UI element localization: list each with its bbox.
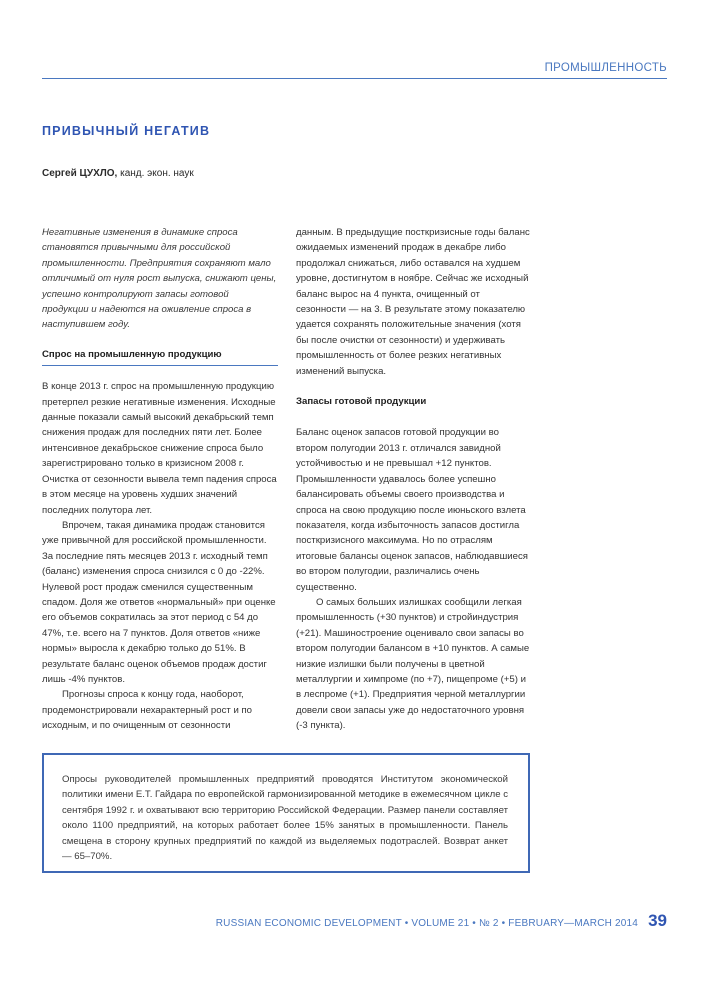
lead-paragraph: Негативные изменения в динамике спроса становятся привычными для российской промышленности. Предприятия сохраняют мало отличимый от нуля рост выпуска, снижают цены, успешно контролируют запасы готовой продукции и надеются на оживление спроса в наступившем году. (42, 227, 277, 331)
body-paragraph: Впрочем, такая динамика продаж становится уже привычной для российской промышленности. За последние пять месяцев 2013 г. исходный темп (баланс) изменения спроса снизился с 0 до -22%. Нулевой рост продаж сменился существенным спадом. Доля же ответов «нормальный» при оценке его объемов сократилась за этот период с 54 до 47%, т.е. всего на 7 пунктов. Доля ответов «ниже нормы» выросла к декабрю только до 51%. В результате баланс оценок объемов продаж достиг лишь -4% пунктов. (42, 519, 276, 685)
body-paragraph: В конце 2013 г. спрос на промышленную продукцию претерпел резкие негативные изменения. Исходные данные показали самый высокий декабрьский темп снижения продаж для последних пяти лет. Более интенсивное декабрьское снижение спроса было зарегистрировано только в кризисном 2008 г. Очистка от сезонности вывела темп падения спроса в этом месяце на уровень худших значений последних полутора лет. (42, 381, 277, 516)
section-label: ПРОМЫШЛЕННОСТЬ (544, 62, 667, 74)
body-paragraph: Прогнозы спроса к концу года, наоборот, продемонстрировали нехарактерный рост и по исходным, и по очищенным от сезонности (42, 689, 253, 732)
author-name: Сергей ЦУХЛО, (42, 168, 118, 179)
page-number: 39 (648, 911, 667, 930)
header-divider (42, 78, 667, 79)
byline (42, 168, 194, 179)
body-paragraph: О самых больших излишках сообщили легкая промышленность (+30 пунктов) и стройиндустрия (+21). Машиностроение оценивало свои запасы во втором полугодии балансом в +10 пунктов. А самые низкие излишки были получены в цветной металлургии и химпроме (по +7), пищепроме (+5) и в леспроме (+1). Предприятия черной металлургии довели свои запасы уже до недостаточного уровня (-3 пункта). (296, 596, 530, 732)
methodology-note-box (42, 753, 530, 873)
left-column (42, 225, 278, 734)
methodology-note-text: Опросы руководителей промышленных предприятий проводятся Институтом экономической политики имени Е.Т. Гайдара по европейской гармонизированной методике в ежемесячном цикле с сентября 1992 г. и охватывают всю территорию Российской Федерации. Размер панели составляет около 1100 предприятий, на которых работает более 15% занятых в промышленности. Панель смещена в сторону крупных предприятий по каждой из выделяемых подотраслей. Возврат анкет — 65–70%. (62, 774, 508, 863)
article-title: ПРИВЫЧНЫЙ НЕГАТИВ (42, 124, 211, 138)
section-heading-inventory: Запасы готовой продукции (296, 396, 427, 408)
journal-info: RUSSIAN ECONOMIC DEVELOPMENT • VOLUME 21 • № 2 • FEBRUARY—MARCH 2014 (215, 918, 639, 929)
right-column (296, 225, 532, 734)
body-paragraph: Баланс оценок запасов готовой продукции во втором полугодии 2013 г. отличался завидной устойчивостью и не превышал +12 пунктов. Промышленности удавалось более успешно балансировать объемы своего производства и спроса на свою продукцию после июньского взлета показателя, когда избыточность запасов достигла посткризисного максимума. Но по отраслям итоговые балансы оценок запасов, наблюдавшиеся во втором полугодии, различались очень существенно. (296, 427, 528, 593)
page-footer (216, 911, 667, 931)
author-degree: канд. экон. наук (120, 168, 194, 179)
body-paragraph: данным. В предыдущие посткризисные годы баланс ожидаемых изменений продаж в декабре либо продолжал снижаться, либо оставался на худшем уровне, достигнутом в ноябре. Сейчас же исходный баланс вырос на 4 пункта, очищенный от сезонности — на 3. В результате этому показателю удается сохранять положительные значения (хотя бы после очистки от сезонности) и удерживать промышленность от более резких негативных изменений выпуска. (296, 227, 530, 377)
section-heading-demand: Спрос на промышленную продукцию (42, 347, 278, 366)
